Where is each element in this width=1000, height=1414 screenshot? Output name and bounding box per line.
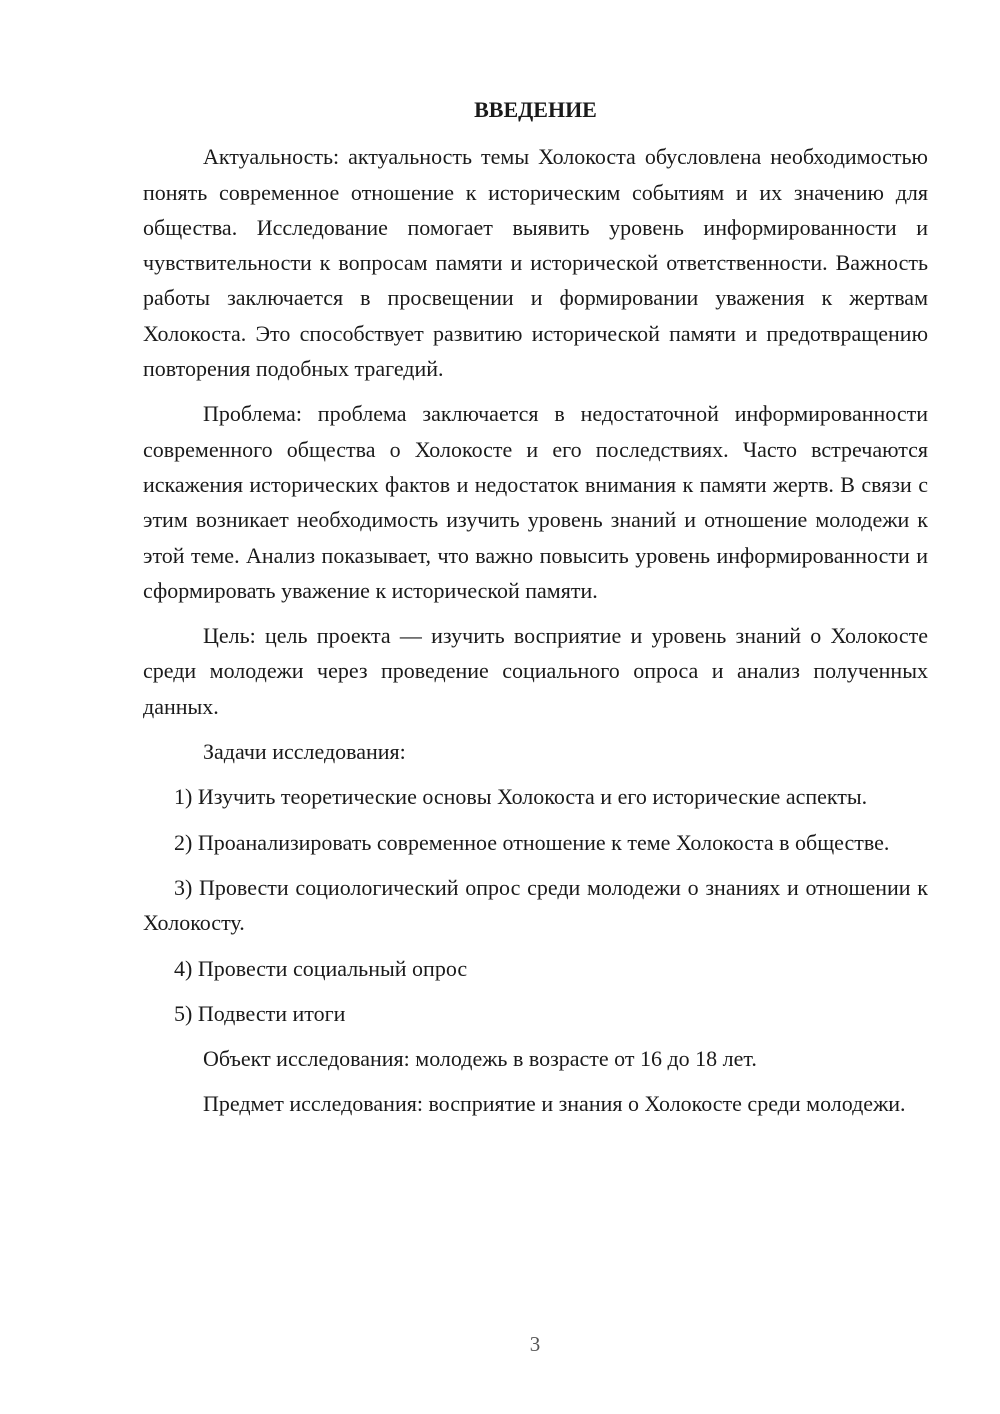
page-number: 3: [529, 1332, 541, 1356]
paragraph-goal: Цель: цель проекта — изучить восприятие и уровень знаний о Холокосте среди молодежи через проведение социального опроса и анализ полученных данных.: [143, 623, 928, 719]
paragraph-problem: Проблема: проблема заключается в недостаточной информированности современного общества о Холокосте и его последствиях. Часто встречаются искажения исторических фактов и недостаток внимания к памяти жертв. В связи с этим возникает необходимость изучить уровень знаний и отношение молодежи к этой теме. Анализ показывает, что важно повысить уровень информированности и сформировать уважение к исторической памяти.: [143, 401, 928, 603]
section-title: ВВЕДЕНИЕ: [474, 97, 597, 122]
document-page: [143, 92, 928, 1132]
task-item-5: 5) Подвести итоги: [174, 1000, 346, 1026]
task-item-3: 3) Провести социологический опрос среди молодежи о знаниях и отношении к Холокосту.: [143, 874, 928, 936]
paragraph-relevance: Актуальность: актуальность темы Холокоста обусловлена необходимостью понять современное отношение к историческим событиям и их значению для общества. Исследование помогает выявить уровень информированности и чувствительности к вопросам памяти и исторической ответственности. Важность работы заключается в просвещении и формировании уважения к жертвам Холокоста. Это способствует развитию исторической памяти и предотвращению повторения подобных трагедий.: [143, 144, 928, 382]
tasks-heading: Задачи исследования:: [203, 739, 406, 765]
task-item-1: 1) Изучить теоретические основы Холокоста и его исторические аспекты.: [174, 784, 868, 810]
task-item-2: 2) Проанализировать современное отношение к теме Холокоста в обществе.: [174, 829, 890, 855]
research-object: Объект исследования: молодежь в возрасте от 16 до 18 лет.: [203, 1046, 757, 1072]
research-subject: Предмет исследования: восприятие и знания о Холокосте среди молодежи.: [203, 1091, 906, 1117]
task-item-4: 4) Провести социальный опрос: [174, 955, 468, 981]
